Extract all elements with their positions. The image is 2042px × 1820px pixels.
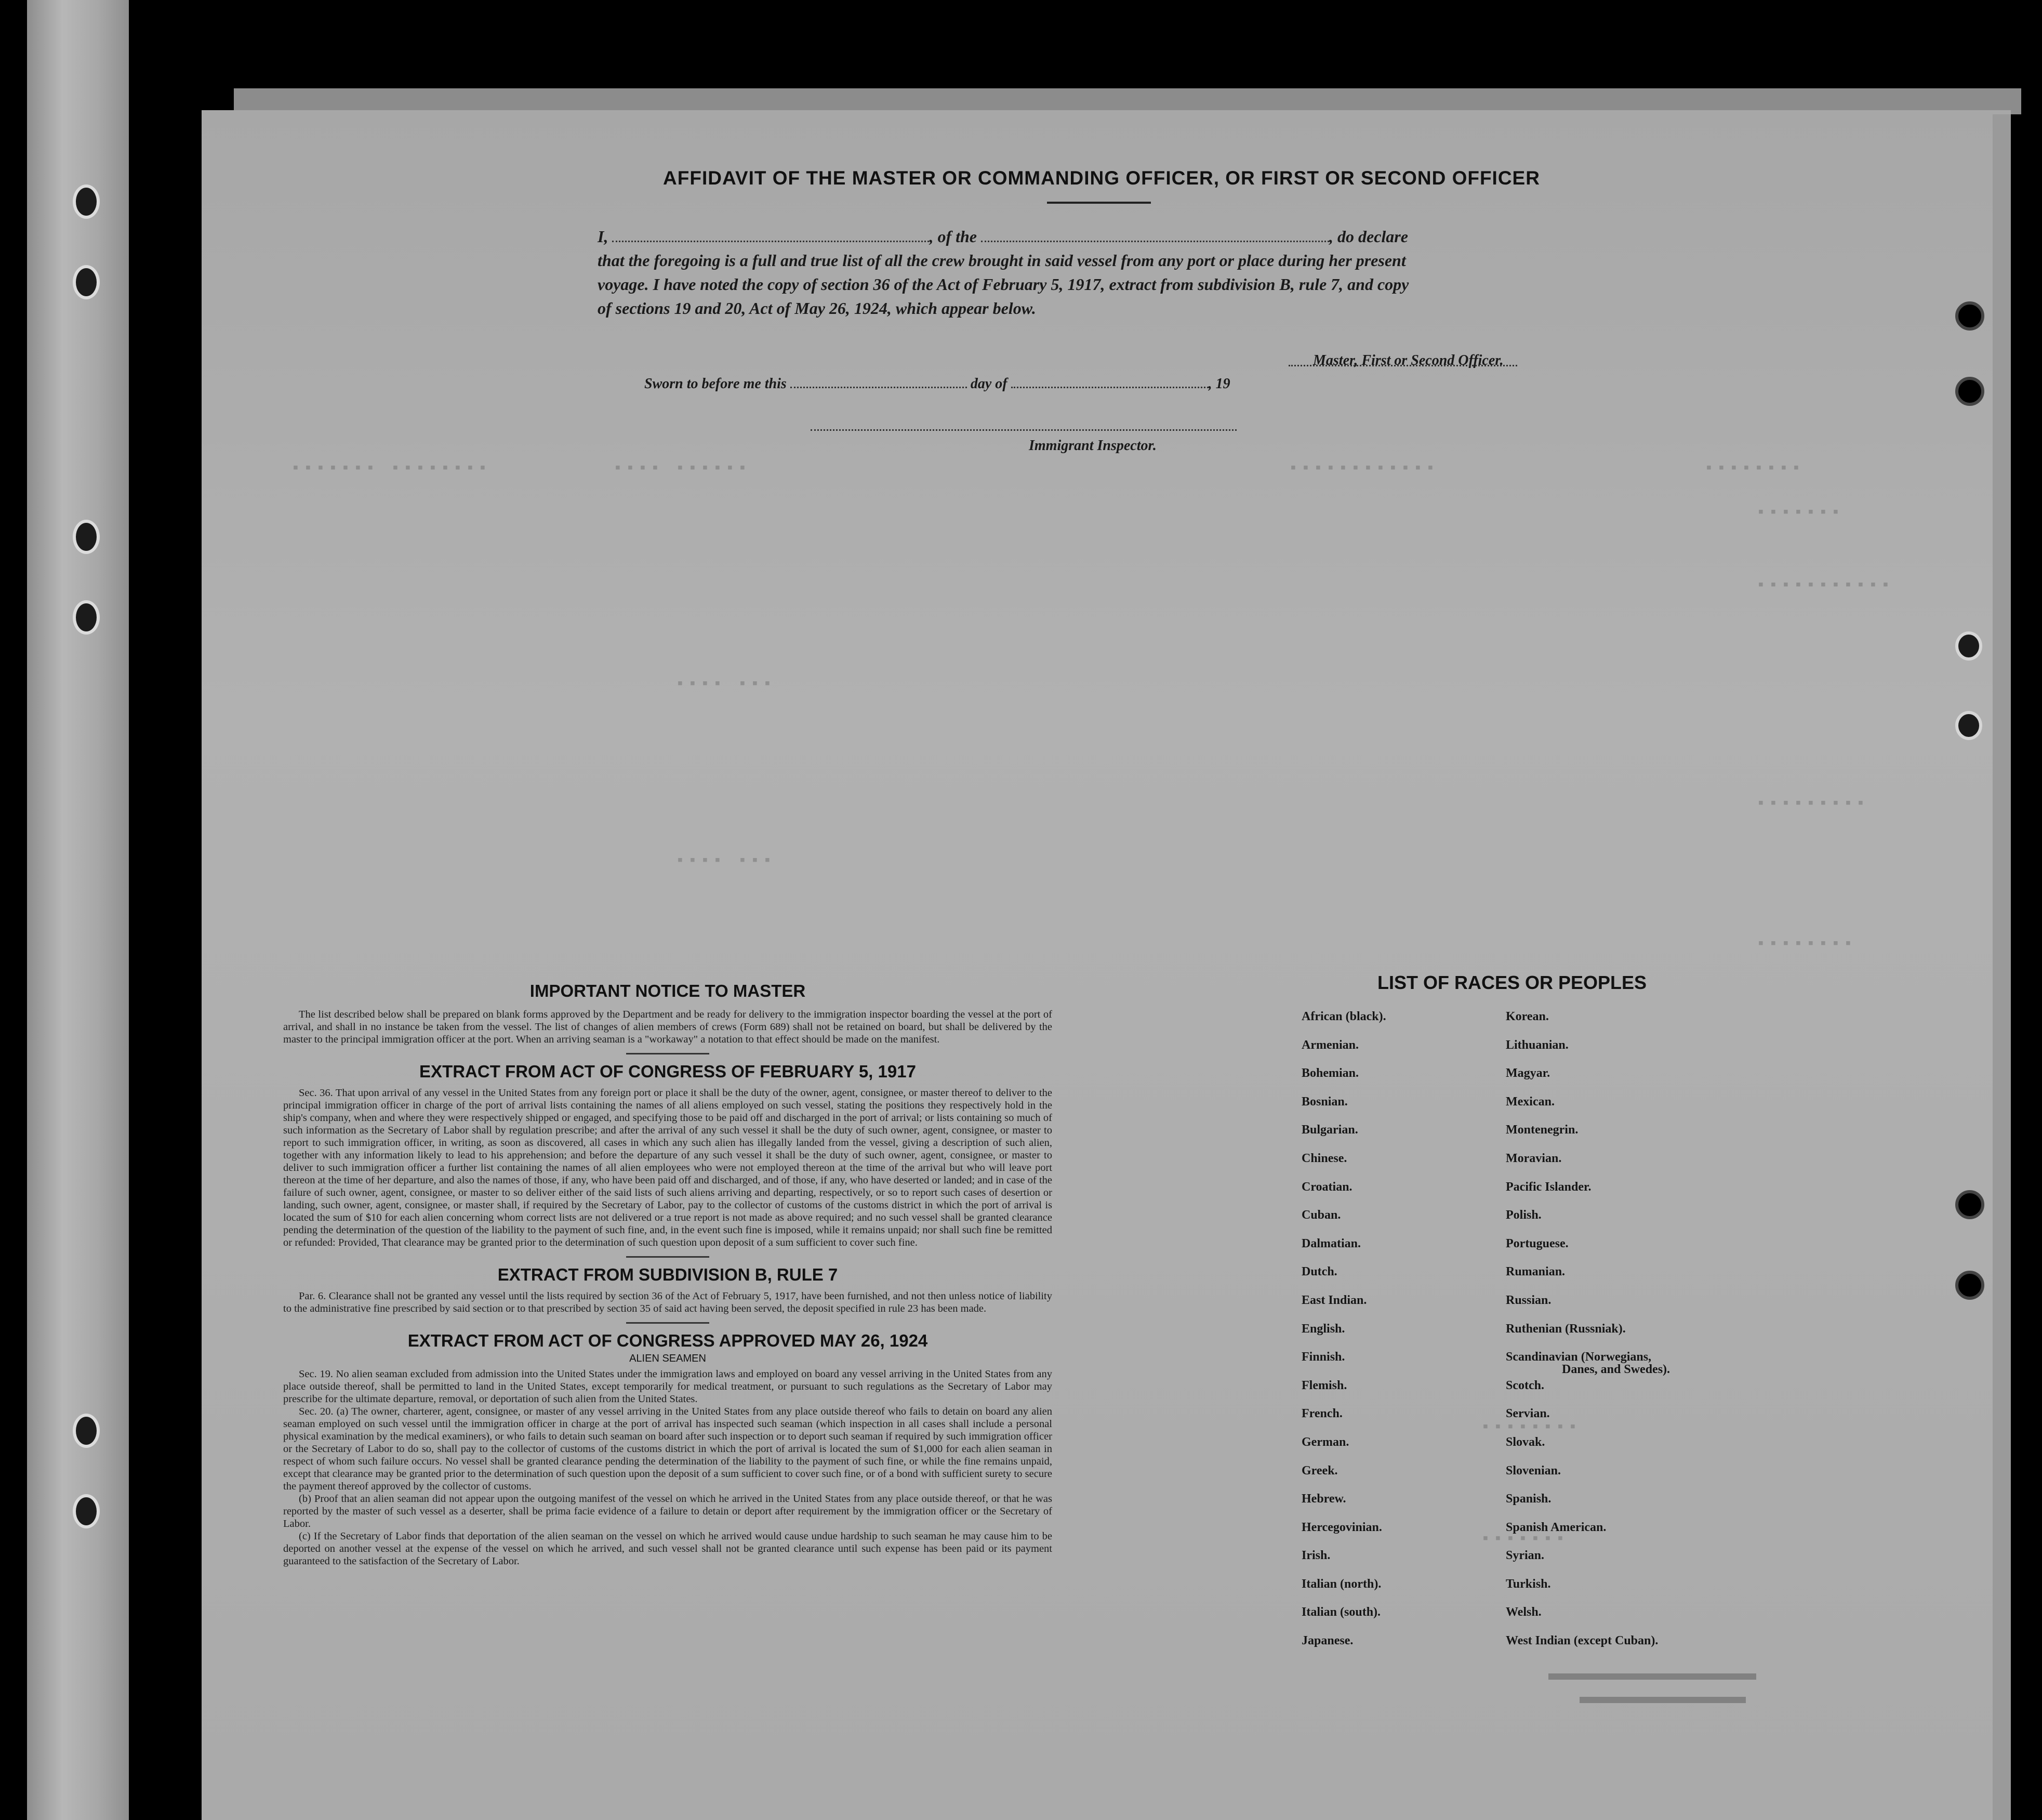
master-signature-blank bbox=[1289, 365, 1517, 366]
year-text: , 19 bbox=[1208, 376, 1230, 392]
binding-hole bbox=[1955, 301, 1984, 331]
race-item: Greek. bbox=[1302, 1463, 1338, 1478]
race-item: Korean. bbox=[1506, 1010, 1549, 1023]
notice-body: The list described below shall be prepared on blank forms approved by the Department and be ready for delivery to the immigration inspector boarding the vessel at the port of arrival, and shall in no instance be taken from the vessel. The list of changes of alien members of crews (Form 689) shall not be retained on board, but shall be delivered by the master to the principal immigration officer at the port. When an arriving seaman is a "workaway" a notation to that effect should be made on the manifest. bbox=[283, 1009, 1052, 1045]
faded-stamp: ▬▬▬▬▬▬▬▬ bbox=[1580, 1684, 1746, 1708]
day-blank bbox=[790, 375, 967, 388]
race-item: Finnish. bbox=[1302, 1350, 1345, 1364]
binding-hole bbox=[1955, 1190, 1984, 1219]
sec20b-body: (b) Proof that an alien seaman did not appear upon the outgoing manifest of the vessel on which he arrived in the United States from any place outside thereof, or that he was reported by the master of such vessel as a deserter, shall be prima facie evidence of a failure to detain or deport after requirement by the immigration officer or the Secretary of Labor. bbox=[283, 1493, 1052, 1529]
extract-1917-body: Sec. 36. That upon arrival of any vessel in the United States from any foreign port or place it shall be the duty of the owner, agent, consignee, or master thereof to deliver to the principal immigration officer in charge of the port of arrival lists containing the names of all aliens employed on such vessel, stating the positions they respectively hold in the ship's company, when and where they were respectively shipped or engaged, and specifying those to be paid off and discharged in the port of arrival; or lists containing so much of such information as the Secretary of Labor shall by regulation prescribe; and after the arrival of any such vessel it shall be the duty of such owner, agent, consignee, or master to report to such immigration officer, in writing, as soon as discovered, all cases in which any such alien has illegally landed from the vessel, giving a description of such alien, together with any information likely to lead to his apprehension; and before the departure of any such vessel it shall be the duty of such owner, agent, consignee, or master to deliver to such immigration officer a further list containing the names of all alien employees who were not employed thereon at the time of the arrival but who will leave port thereon at the time of her departure, and also the names of those, if any, who have been paid off and discharged, and of those, if any, who have deserted or landed; and in case of the failure of such owner, agent, consignee, or master to so deliver either of the said lists of such aliens arriving and departing, respectively, or so to report such cases of desertion or landing, such owner, agent, consignee, or master shall, if required by the Secretary of Labor, pay to the collector of customs of the customs district in which the port of arrival is located the sum of $10 for each alien concerning whom correct lists are not delivered or a true report is not made as above required; and no such vessel shall be granted clearance pending the determination of the question of the liability to the payment of such fine, and, in the event such fine is imposed, while it remains unpaid; nor shall such fine be remitted or refunded: Provided, That clearance may be granted prior to the determination of such question upon deposit of a sum sufficient to cover such fine. bbox=[283, 1087, 1052, 1248]
race-item: Slovak. bbox=[1506, 1435, 1545, 1449]
show-through-text: ▪▪▪▪▪▪▪ bbox=[1481, 1531, 1569, 1548]
show-through-text: ▪▪▪▪▪▪▪▪ bbox=[1704, 460, 1805, 478]
master-signature-label: Master, First or Second Officer. bbox=[1313, 352, 1504, 368]
left-binding-strip bbox=[27, 0, 129, 1820]
race-item: Irish. bbox=[1302, 1549, 1331, 1563]
affidavit-text bbox=[598, 225, 1600, 320]
punch-hole bbox=[73, 1494, 100, 1528]
race-item: Polish. bbox=[1506, 1208, 1542, 1222]
race-item: Bosnian. bbox=[1302, 1094, 1348, 1109]
binding-hole bbox=[1955, 711, 1982, 740]
legal-notices bbox=[283, 981, 1052, 1567]
month-blank bbox=[1011, 375, 1209, 388]
affidavit-line-4: of sections 19 and 20, Act of May 26, 1924, which appear below. bbox=[598, 299, 1036, 318]
race-item: African (black). bbox=[1302, 1010, 1386, 1023]
show-through-text: ▪▪▪▪ ▪▪▪ bbox=[675, 852, 776, 870]
race-item: Japanese. bbox=[1302, 1634, 1354, 1648]
divider bbox=[626, 1322, 709, 1324]
race-item: Scandinavian (Norwegians, Danes, and Swedes). bbox=[1506, 1350, 1670, 1377]
show-through-text: ▪▪▪▪ ▪▪▪▪▪▪ bbox=[613, 460, 751, 478]
sec19-body: Sec. 19. No alien seaman excluded from admission into the United States under the immigration laws and employed on board any vessel arriving in the United States from any place outside thereof, shall be permitted to land in the United States, except temporarily for medical treatment, or pursuant to such regulations as the Secretary of Labor may prescribe for the ultimate departure, removal, or deportation of such alien from the United States. bbox=[283, 1368, 1052, 1405]
show-through-text: ▪▪▪▪ ▪▪▪ bbox=[675, 676, 776, 693]
race-item-continuation: Danes, and Swedes). bbox=[1562, 1363, 1670, 1377]
show-through-text: ▪▪▪▪▪▪▪▪▪▪▪ bbox=[1756, 577, 1894, 595]
affidavit-declare: , do declare bbox=[1329, 227, 1408, 246]
race-item: Russian. bbox=[1506, 1293, 1552, 1307]
affidavit-i: I, bbox=[598, 227, 608, 246]
show-through-text: ▪▪▪▪▪▪▪ bbox=[1756, 504, 1844, 522]
race-item: Spanish American. bbox=[1506, 1520, 1607, 1534]
race-item: Syrian. bbox=[1506, 1549, 1545, 1563]
race-item: Mexican. bbox=[1506, 1094, 1555, 1109]
race-item: Moravian. bbox=[1506, 1151, 1562, 1165]
race-item: Croatian. bbox=[1302, 1180, 1353, 1194]
extract-1924-title: EXTRACT FROM ACT OF CONGRESS APPROVED MAY 26, 1924 bbox=[407, 1331, 928, 1350]
show-through-text: ▪▪▪▪▪▪▪▪ bbox=[1756, 935, 1857, 953]
race-item: Italian (south). bbox=[1302, 1605, 1381, 1619]
name-blank bbox=[612, 229, 929, 242]
race-item: Pacific Islander. bbox=[1506, 1180, 1592, 1194]
race-item: Magyar. bbox=[1506, 1066, 1550, 1080]
race-item: East Indian. bbox=[1302, 1293, 1367, 1307]
race-item: Scotch. bbox=[1506, 1378, 1544, 1392]
race-item: Spanish. bbox=[1506, 1492, 1552, 1506]
sworn-line bbox=[644, 375, 1230, 392]
affidavit-of-the: , of the bbox=[929, 227, 977, 246]
inspector-signature-blank bbox=[811, 429, 1237, 431]
race-item: Chinese. bbox=[1302, 1151, 1347, 1165]
race-item: Flemish. bbox=[1302, 1378, 1347, 1392]
race-item: Servian. bbox=[1506, 1407, 1550, 1421]
race-item: Welsh. bbox=[1506, 1605, 1542, 1619]
races-column-2 bbox=[1506, 1010, 1670, 1663]
sec20a-body: Sec. 20. (a) The owner, charterer, agent, consignee, or master of any vessel arriving in the United States from any place outside thereof who fails to detain on board any alien seaman employed on such vessel until the immigration officer in charge at the port of arrival has inspected such seaman (which inspection in all cases shall include a personal physical examination by the medical examiners), or who fails to detain such seaman on board after such inspection or to deport such seaman if required by such immigration officer or the Secretary of Labor to do so, shall pay to the collector of customs of the customs district in which the port of arrival is located the sum of $1,000 for each alien seaman in respect of whom such failure occurs. No vessel shall be granted clearance pending the determination of the liability to the payment of such fine, or while the fine remains unpaid, except that clearance may be granted prior to the determination of such question upon the deposit of a sum sufficient to cover such fine, or of a bond with sufficient surety to secure the payment thereof approved by the collector of customs. bbox=[283, 1406, 1052, 1492]
affidavit-line-2: that the foregoing is a full and true list of all the crew brought in said vessel from any port or place during her present bbox=[598, 251, 1406, 270]
extract-1917-title: EXTRACT FROM ACT OF CONGRESS OF FEBRUARY 5, 1917 bbox=[419, 1062, 916, 1081]
alien-seamen-subtitle: ALIEN SEAMEN bbox=[629, 1353, 706, 1364]
punch-hole bbox=[73, 1414, 100, 1448]
punch-hole bbox=[73, 265, 100, 299]
race-item: French. bbox=[1302, 1407, 1343, 1421]
races-column-1 bbox=[1302, 1010, 1386, 1663]
show-through-text: ▪▪▪▪▪▪▪▪▪▪▪▪ bbox=[1289, 460, 1439, 478]
affidavit-title: AFFIDAVIT OF THE MASTER OR COMMANDING OFFICER, OR FIRST OR SECOND OFFICER bbox=[663, 167, 1540, 189]
sheet-right-edge bbox=[1993, 114, 2011, 1820]
affidavit-line-3: voyage. I have noted the copy of section 36 of the Act of February 5, 1917, extract from subdivision B, rule 7, and copy bbox=[598, 275, 1409, 294]
title-underline bbox=[1047, 202, 1151, 204]
race-item: Dutch. bbox=[1302, 1265, 1337, 1279]
race-item: Dalmatian. bbox=[1302, 1236, 1361, 1250]
sec20c-body: (c) If the Secretary of Labor finds that deportation of the alien seaman on the vessel on which he arrived would cause undue hardship to such seaman he may cause him to be deported on another vessel at the expense of the vessel on which he arrived, and such vessel shall not be granted clearance until such expense has been paid or its payment guaranteed to the satisfaction of the Secretary of Labor. bbox=[283, 1531, 1052, 1567]
show-through-text: ▪▪▪▪▪▪▪ ▪▪▪▪▪▪▪▪ bbox=[291, 460, 491, 478]
notice-title: IMPORTANT NOTICE TO MASTER bbox=[529, 981, 806, 1000]
race-item: Bohemian. bbox=[1302, 1066, 1359, 1080]
race-item: Turkish. bbox=[1506, 1577, 1551, 1591]
punch-hole bbox=[73, 184, 100, 219]
faded-stamp: ▬▬▬▬▬▬▬▬▬▬ bbox=[1548, 1661, 1756, 1684]
extract-rule7-title: EXTRACT FROM SUBDIVISION B, RULE 7 bbox=[497, 1265, 838, 1284]
race-item: Italian (north). bbox=[1302, 1577, 1382, 1591]
race-item: Hebrew. bbox=[1302, 1492, 1346, 1506]
race-item: Ruthenian (Russniak). bbox=[1506, 1322, 1626, 1336]
race-item: West Indian (except Cuban). bbox=[1506, 1634, 1659, 1648]
race-item: Rumanian. bbox=[1506, 1265, 1566, 1279]
race-item: Bulgarian. bbox=[1302, 1123, 1358, 1137]
punch-hole bbox=[73, 600, 100, 635]
show-through-text: ▪▪▪▪▪▪▪▪▪ bbox=[1756, 795, 1869, 813]
divider bbox=[626, 1053, 709, 1054]
race-item: Armenian. bbox=[1302, 1038, 1359, 1052]
race-item: Slovenian. bbox=[1506, 1463, 1561, 1478]
race-item: German. bbox=[1302, 1435, 1349, 1449]
divider bbox=[626, 1256, 709, 1258]
sworn-text: Sworn to before me this bbox=[644, 376, 787, 392]
races-title: LIST OF RACES OR PEOPLES bbox=[1377, 972, 1647, 993]
punch-hole bbox=[73, 520, 100, 554]
race-item: Hercegovinian. bbox=[1302, 1520, 1382, 1534]
binding-hole bbox=[1955, 377, 1984, 406]
inspector-label: Immigrant Inspector. bbox=[1029, 438, 1157, 454]
race-item: Lithuanian. bbox=[1506, 1038, 1569, 1052]
day-of-text: day of bbox=[970, 376, 1007, 392]
extract-rule7-body: Par. 6. Clearance shall not be granted any vessel until the lists required by section 36 of the Act of February 5, 1917, have been furnished, and not then unless notice of liability to the administrative fine prescribed by said section or to that prescribed by section 35 of said act having been served, the deposit specified in rule 23 has been made. bbox=[283, 1290, 1052, 1314]
binding-hole bbox=[1955, 631, 1982, 661]
show-through-text: ▪▪▪▪▪▪▪▪ bbox=[1481, 1419, 1581, 1436]
race-item: Portuguese. bbox=[1506, 1236, 1569, 1250]
race-item: Cuban. bbox=[1302, 1208, 1341, 1222]
vessel-blank bbox=[981, 229, 1329, 242]
binding-hole bbox=[1955, 1271, 1984, 1300]
race-item: English. bbox=[1302, 1322, 1345, 1336]
race-item: Montenegrin. bbox=[1506, 1123, 1579, 1137]
